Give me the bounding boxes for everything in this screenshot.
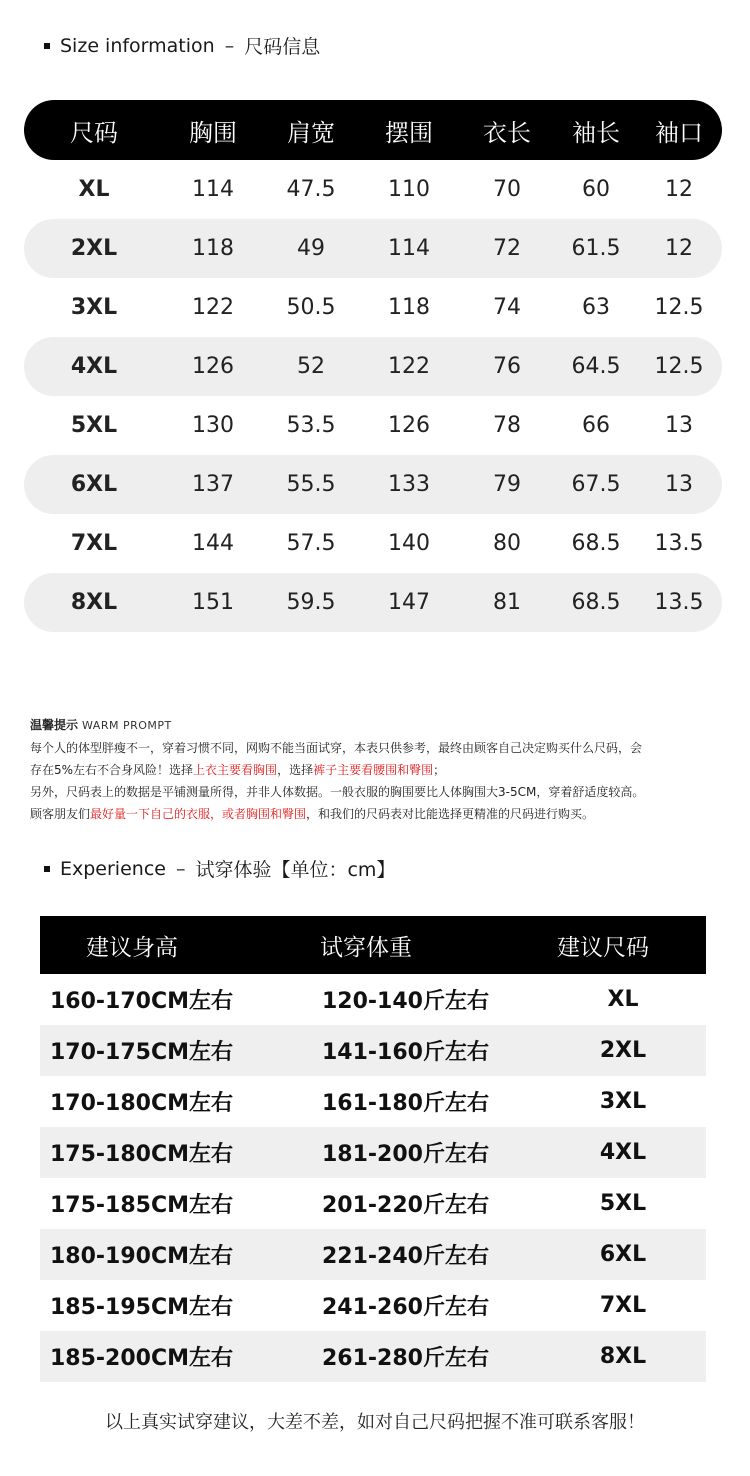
warm-prompt-title: 温馨提示	[30, 718, 79, 732]
cell-weight: 141-160斤左右	[322, 1040, 489, 1065]
cell-chest: 151	[192, 590, 234, 615]
cell-cuff: 12	[665, 177, 693, 202]
table-row	[40, 1178, 706, 1229]
cell-chest: 118	[192, 236, 234, 261]
cell-chest: 137	[192, 472, 234, 497]
table-row	[40, 1229, 706, 1280]
warm-highlight: 裤子主要看腰围和臀围	[313, 763, 434, 777]
warm-highlight: 最好量一下自己的衣服，或者胸围和臀围	[90, 807, 307, 821]
table-row	[40, 1331, 706, 1382]
cell-chest: 144	[192, 531, 234, 556]
header-sleeve: 袖长	[572, 118, 620, 147]
cell-size: 3XL	[70, 295, 118, 320]
cell-chest: 114	[192, 177, 234, 202]
cell-sleeve: 68.5	[571, 531, 621, 556]
table-row	[24, 573, 722, 632]
cell-sleeve: 61.5	[571, 236, 621, 261]
table-row	[24, 514, 722, 573]
heading-dash: –	[224, 34, 235, 57]
cell-size: 6XL	[70, 472, 118, 497]
header-weight: 试穿体重	[320, 934, 412, 961]
warm-prompt-line-2	[30, 759, 730, 781]
bullet-icon	[44, 866, 50, 872]
bullet-icon	[44, 43, 50, 49]
cell-weight: 221-240斤左右	[322, 1244, 489, 1269]
cell-suggested-size: 2XL	[599, 1038, 647, 1063]
size-info-heading-zh: 尺码信息	[244, 36, 321, 58]
table-row	[40, 1280, 706, 1331]
cell-shoulder: 57.5	[286, 531, 336, 556]
cell-height: 170-175CM左右	[50, 1040, 234, 1065]
cell-chest: 122	[192, 295, 234, 320]
cell-height: 175-185CM左右	[50, 1193, 234, 1218]
header-shoulder: 肩宽	[287, 118, 335, 147]
table-row	[24, 455, 722, 514]
cell-cuff: 13.5	[654, 531, 704, 556]
cell-length: 80	[493, 531, 521, 556]
cell-size: 7XL	[70, 531, 118, 556]
cell-suggested-size: 3XL	[599, 1089, 647, 1114]
size-info-heading	[44, 32, 320, 59]
cell-height: 160-170CM左右	[50, 989, 234, 1014]
cell-sleeve: 64.5	[571, 354, 621, 379]
warm-text: ，选择	[277, 763, 314, 777]
table-row	[24, 396, 722, 455]
cell-suggested-size: 8XL	[599, 1344, 647, 1369]
cell-suggested-size: XL	[607, 987, 639, 1012]
cell-height: 180-190CM左右	[50, 1244, 234, 1269]
table-row	[40, 974, 706, 1025]
table-row	[24, 278, 722, 337]
cell-shoulder: 50.5	[286, 295, 336, 320]
cell-height: 170-180CM左右	[50, 1091, 234, 1116]
table-row	[24, 337, 722, 396]
cell-cuff: 13	[665, 472, 693, 497]
cell-height: 185-200CM左右	[50, 1346, 234, 1371]
cell-cuff: 13	[665, 413, 693, 438]
cell-length: 70	[493, 177, 521, 202]
cell-sleeve: 63	[582, 295, 610, 320]
header-length: 衣长	[483, 118, 531, 147]
cell-shoulder: 55.5	[286, 472, 336, 497]
heading-dash: –	[175, 857, 186, 880]
cell-hem: 118	[388, 295, 430, 320]
warm-text: ；	[433, 763, 446, 777]
warm-prompt-line-1: 每个人的体型胖瘦不一，穿着习惯不同，网购不能当面试穿，本表只供参考，最终由顾客自己决定购买什么尺码，会	[30, 741, 643, 755]
cell-sleeve: 66	[582, 413, 610, 438]
cell-suggested-size: 4XL	[599, 1140, 647, 1165]
cell-length: 81	[493, 590, 521, 615]
cell-hem: 122	[388, 354, 430, 379]
cell-weight: 161-180斤左右	[322, 1091, 489, 1116]
cell-hem: 147	[388, 590, 430, 615]
warm-prompt-line-4	[30, 803, 730, 825]
warm-text: 顾客朋友们	[30, 807, 91, 821]
table-row	[40, 1076, 706, 1127]
cell-sleeve: 60	[582, 177, 610, 202]
cell-size: XL	[78, 177, 110, 202]
warm-text: 存在5%左右不合身风险！选择	[30, 763, 194, 777]
cell-weight: 241-260斤左右	[322, 1295, 489, 1320]
size-table-header	[24, 100, 722, 160]
cell-hem: 114	[388, 236, 430, 261]
cell-length: 72	[493, 236, 521, 261]
cell-hem: 110	[388, 177, 430, 202]
cell-hem: 126	[388, 413, 430, 438]
warm-prompt-title-en: WARM PROMPT	[82, 719, 172, 732]
header-size: 尺码	[70, 118, 118, 147]
cell-shoulder: 53.5	[286, 413, 336, 438]
cell-weight: 120-140斤左右	[322, 989, 489, 1014]
cell-height: 185-195CM左右	[50, 1295, 234, 1320]
size-table	[24, 100, 722, 632]
experience-table-header	[40, 916, 706, 974]
cell-weight: 181-200斤左右	[322, 1142, 489, 1167]
cell-shoulder: 59.5	[286, 590, 336, 615]
size-info-heading-en: Size information	[60, 34, 215, 57]
header-hem: 摆围	[385, 118, 433, 147]
table-row	[24, 219, 722, 278]
cell-suggested-size: 6XL	[599, 1242, 647, 1267]
cell-suggested-size: 5XL	[599, 1191, 647, 1216]
cell-shoulder: 52	[297, 354, 325, 379]
experience-table	[40, 916, 706, 1382]
cell-length: 74	[493, 295, 521, 320]
table-row	[40, 1127, 706, 1178]
cell-size: 2XL	[70, 236, 118, 261]
header-height: 建议身高	[86, 934, 178, 961]
cell-length: 76	[493, 354, 521, 379]
cell-shoulder: 47.5	[286, 177, 336, 202]
table-row	[40, 1025, 706, 1076]
cell-weight: 201-220斤左右	[322, 1193, 489, 1218]
header-suggested-size: 建议尺码	[557, 934, 649, 961]
cell-size: 4XL	[70, 354, 118, 379]
cell-cuff: 12.5	[654, 354, 704, 379]
warm-prompt	[30, 714, 730, 825]
cell-sleeve: 67.5	[571, 472, 621, 497]
footer-note: 以上真实试穿建议，大差不差，如对自己尺码把握不准可联系客服！	[105, 1412, 645, 1433]
warm-highlight: 上衣主要看胸围	[193, 763, 278, 777]
experience-heading-zh: 试穿体验【单位：cm】	[195, 859, 396, 881]
header-chest: 胸围	[189, 118, 237, 147]
cell-chest: 130	[192, 413, 234, 438]
cell-hem: 140	[388, 531, 430, 556]
cell-shoulder: 49	[297, 236, 325, 261]
cell-size: 5XL	[70, 413, 118, 438]
experience-heading	[44, 855, 395, 882]
cell-length: 78	[493, 413, 521, 438]
cell-weight: 261-280斤左右	[322, 1346, 489, 1371]
header-cuff: 袖口	[655, 118, 703, 147]
warm-prompt-title-line	[30, 714, 730, 737]
experience-heading-en: Experience	[60, 857, 166, 880]
cell-length: 79	[493, 472, 521, 497]
cell-sleeve: 68.5	[571, 590, 621, 615]
cell-cuff: 13.5	[654, 590, 704, 615]
cell-hem: 133	[388, 472, 430, 497]
cell-cuff: 12	[665, 236, 693, 261]
warm-prompt-line-3: 另外，尺码表上的数据是平铺测量所得，并非人体数据。一般衣服的胸围要比人体胸围大3-5CM，穿着舒适度较高。	[30, 785, 645, 799]
experience-table-body	[40, 974, 706, 1382]
cell-suggested-size: 7XL	[599, 1293, 647, 1318]
cell-chest: 126	[192, 354, 234, 379]
size-table-body	[24, 160, 722, 632]
cell-cuff: 12.5	[654, 295, 704, 320]
cell-height: 175-180CM左右	[50, 1142, 234, 1167]
cell-size: 8XL	[70, 590, 118, 615]
table-row	[24, 160, 722, 219]
warm-text: ，和我们的尺码表对比能选择更精准的尺码进行购买。	[306, 807, 595, 821]
